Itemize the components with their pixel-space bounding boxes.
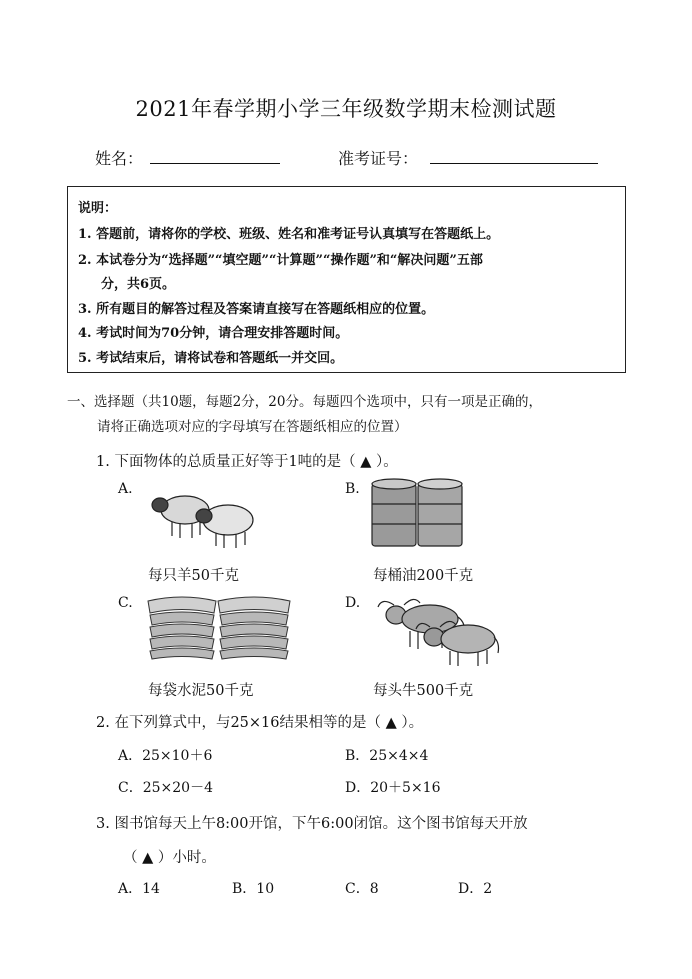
instruction-item: 1. 答题前，请将你的学校、班级、姓名和准考证号认真填写在答题纸上。 (78, 227, 500, 242)
q1-option-c-caption: 每袋水泥50千克 (148, 683, 254, 699)
q2-option-c: C．25×20－4 (118, 780, 213, 796)
exam-id-blank (430, 163, 598, 164)
q1-option-c-letter: C. (118, 595, 133, 611)
q1-option-a-caption: 每只羊50千克 (148, 568, 239, 584)
instructions-heading: 说明： (78, 201, 118, 216)
q3-option-b: B．10 (232, 881, 275, 897)
question-2-stem: 2. 在下列算式中，与25×16结果相等的是（ ▲ ）。 (96, 715, 424, 731)
sheep-icon (150, 488, 260, 550)
instruction-item: 2. 本试卷分为“选择题”“填空题”“计算题”“操作题”和“解决问题”五部 (78, 253, 483, 268)
q1-option-a-letter: A. (118, 481, 133, 497)
q3-option-d: D．2 (458, 881, 493, 897)
question-3-stem-continued: （ ▲ ）小时。 (123, 850, 216, 866)
oil-barrel-icon (370, 478, 466, 550)
instruction-item-continued: 分，共6页。 (101, 277, 176, 292)
q2-option-b: B．25×4×4 (345, 748, 429, 764)
q1-option-d-caption: 每头牛500千克 (373, 683, 474, 699)
q3-option-c: C．8 (345, 881, 379, 897)
name-label: 姓名： (95, 149, 144, 168)
q1-option-b-caption: 每桶油200千克 (373, 568, 474, 584)
q3-option-a: A．14 (118, 881, 160, 897)
exam-id-label: 准考证号： (338, 149, 419, 168)
question-3-stem: 3. 图书馆每天上午8:00开馆，下午6:00闭馆。这个图书馆每天开放 (96, 816, 528, 832)
question-1-stem: 1. 下面物体的总质量正好等于1吨的是（ ▲ ）。 (96, 454, 398, 470)
buffalo-icon (374, 593, 500, 667)
q2-option-d: D．20＋5×16 (345, 780, 441, 796)
instruction-item: 3. 所有题目的解答过程及答案请直接写在答题纸相应的位置。 (78, 302, 435, 317)
q1-option-d-letter: D. (345, 595, 361, 611)
instruction-item: 5. 考试结束后，请将试卷和答题纸一并交回。 (78, 351, 344, 366)
page-title: 2021年春学期小学三年级数学期末检测试题 (135, 97, 557, 121)
q2-option-a: A．25×10＋6 (118, 748, 213, 764)
cement-bag-icon (146, 593, 296, 663)
q1-option-b-letter: B. (345, 481, 360, 497)
instructions-box (67, 186, 626, 373)
section-heading-continued: 请将正确选项对应的字母填写在答题纸相应的位置） (97, 419, 408, 435)
instruction-item: 4. 考试时间为70分钟，请合理安排答题时间。 (78, 326, 349, 341)
section-heading: 一、选择题（共10题，每题2分，20分。每题四个选项中，只有一项是正确的， (67, 394, 542, 410)
name-blank (150, 163, 280, 164)
